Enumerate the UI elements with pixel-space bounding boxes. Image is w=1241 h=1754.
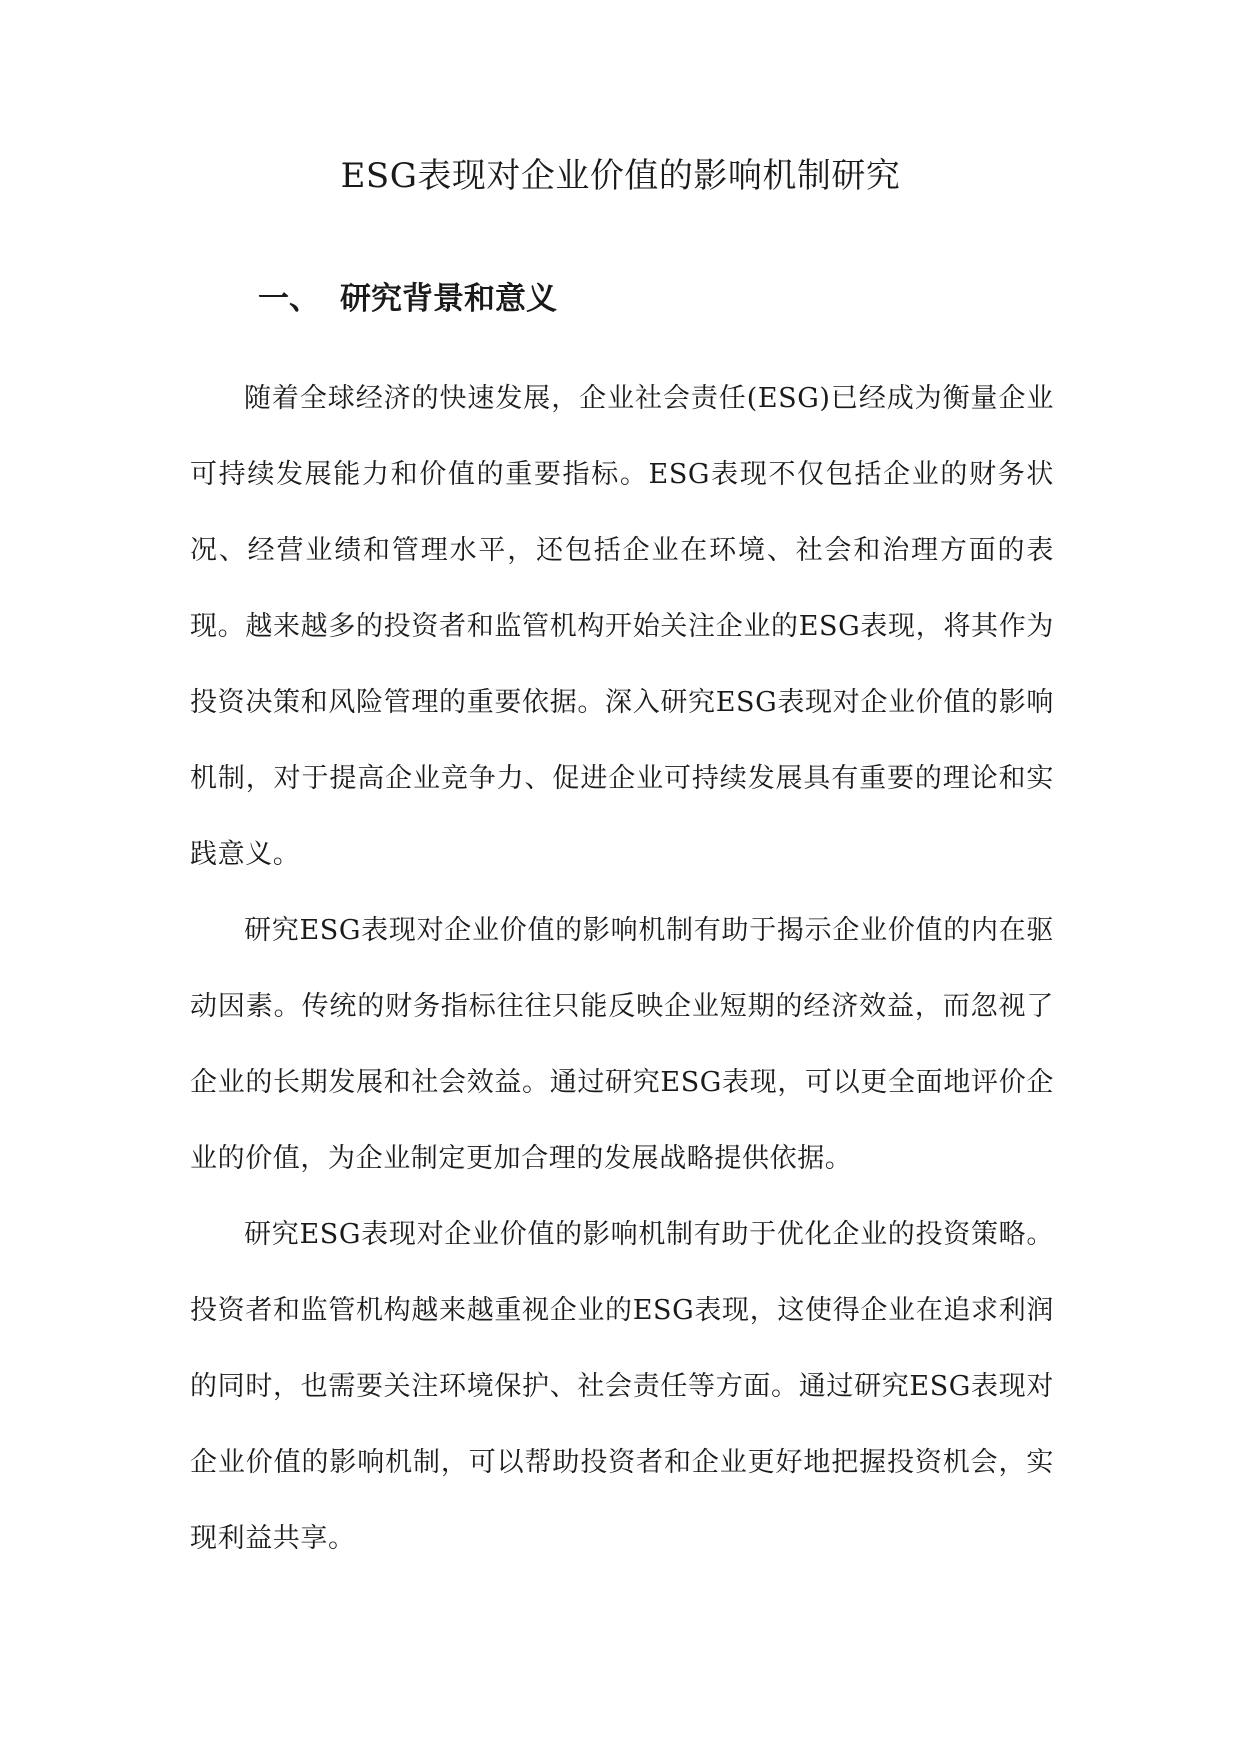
section-number: 一、 [258,281,320,317]
section-heading [258,274,557,324]
paragraph-3: 研究ESG表现对企业价值的影响机制有助于优化企业的投资策略。投资者和监管机构越来越重视企业的ESG表现，这使得企业在追求利润的同时，也需要关注环境保护、社会责任等方面。通过研究ESG表现对企业价值的影响机制，可以帮助投资者和企业更好地把握投资机会，实现利益共享。 [190,1219,1054,1554]
paragraph-1: 随着全球经济的快速发展，企业社会责任(ESG)已经成为衡量企业可持续发展能力和价值的重要指标。ESG表现不仅包括企业的财务状况、经营业绩和管理水平，还包括企业在环境、社会和治理方面的表现。越来越多的投资者和监管机构开始关注企业的ESG表现，将其作为投资决策和风险管理的重要依据。深入研究ESG表现对企业价值的影响机制，对于提高企业竞争力、促进企业可持续发展具有重要的理论和实践意义。 [190,383,1054,870]
paragraph-2: 研究ESG表现对企业价值的影响机制有助于揭示企业价值的内在驱动因素。传统的财务指标往往只能反映企业短期的经济效益，而忽视了企业的长期发展和社会效益。通过研究ESG表现，可以更全面地评价企业的价值，为企业制定更加合理的发展战略提供依据。 [190,915,1054,1174]
document-body [190,361,1054,1577]
section-title: 研究背景和意义 [340,281,557,317]
document-title: ESG表现对企业价值的影响机制研究 [340,156,901,196]
